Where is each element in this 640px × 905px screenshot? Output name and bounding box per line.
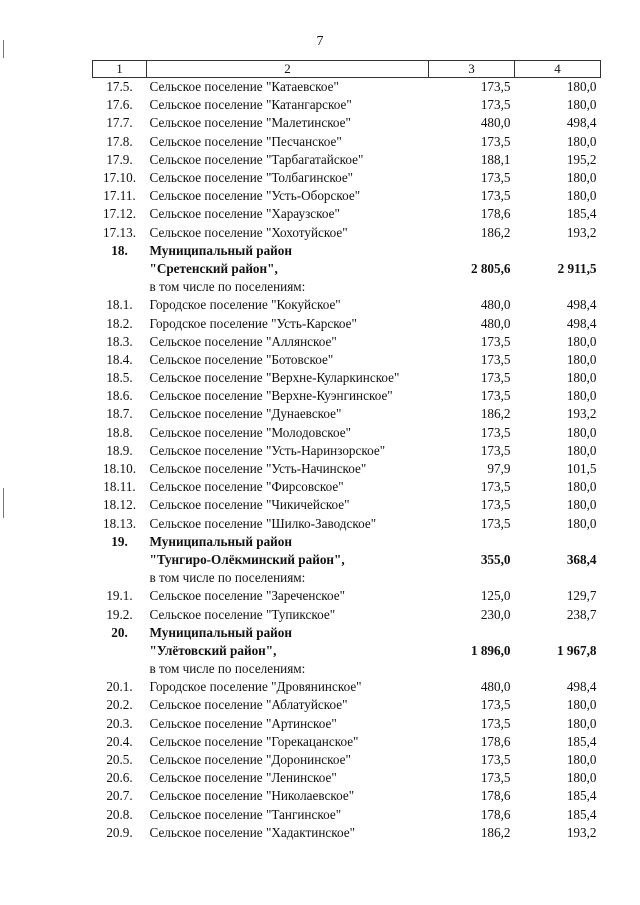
table-row [93, 496, 601, 514]
value-col3: 173,5 [480, 697, 511, 713]
value-col4: 185,4 [566, 806, 597, 822]
settlement-name: Сельское поселение "Хохотуйское" [149, 224, 348, 240]
row-number: 17.9. [106, 151, 133, 167]
row-number: 20.7. [106, 788, 133, 804]
value-col4: 180,0 [566, 515, 597, 531]
settlement-name: Городское поселение "Кокуйское" [149, 297, 341, 313]
row-number: 20.1. [106, 679, 133, 695]
value-col4: 185,4 [566, 733, 597, 749]
table-row [93, 678, 601, 696]
settlement-name: Сельское поселение "Верхне-Куэнгинское" [149, 388, 393, 404]
settlement-name: Сельское поселение "Усть-Оборское" [149, 188, 361, 204]
row-number: 19.2. [106, 606, 133, 622]
table-row [93, 751, 601, 769]
value-col4: 180,0 [566, 97, 597, 113]
settlement-name: Сельское поселение "Тупикское" [149, 606, 336, 622]
value-col4: 498,4 [566, 115, 597, 131]
table-row [93, 187, 601, 205]
value-col3: 355,0 [480, 551, 511, 567]
scan-margin-mark [3, 488, 4, 518]
page-number: 7 [316, 34, 324, 49]
row-number: 20.9. [106, 824, 133, 840]
value-col4: 498,4 [566, 679, 597, 695]
settlement-name: Сельское поселение "Тарбагатайское" [149, 151, 364, 167]
value-col3: 173,5 [480, 770, 511, 786]
value-col3: 480,0 [480, 297, 511, 313]
value-col3: 178,6 [480, 806, 511, 822]
value-col4: 180,0 [566, 388, 597, 404]
settlement-name: Городское поселение "Усть-Карское" [149, 315, 357, 331]
table-row [93, 169, 601, 187]
settlement-name: Сельское поселение "Катангарское" [149, 97, 352, 113]
value-col4 [515, 278, 601, 296]
district-row [93, 242, 601, 260]
settlement-name: Сельское поселение "Николаевское" [149, 788, 355, 804]
table-row [93, 78, 601, 97]
value-col4: 238,7 [566, 606, 597, 622]
row-number: 18.3. [106, 333, 133, 349]
value-col3 [429, 242, 515, 260]
settlement-name: Сельское поселение "Зареченское" [149, 588, 346, 604]
district-row [93, 624, 601, 642]
table-row [93, 442, 601, 460]
table-row [93, 369, 601, 387]
table-row [93, 333, 601, 351]
value-col3: 173,5 [480, 79, 511, 95]
table-row [93, 715, 601, 733]
value-col4: 185,4 [566, 206, 597, 222]
value-col3: 230,0 [480, 606, 511, 622]
row-number: 20.6. [106, 770, 133, 786]
row-number: 20.8. [106, 806, 133, 822]
row-number: 20.2. [106, 697, 133, 713]
settlement-name: "Улётовский район", [149, 642, 277, 658]
table-row [93, 787, 601, 805]
table-row [93, 405, 601, 423]
column-header: 4 [515, 61, 601, 78]
row-number [93, 569, 147, 587]
table-row [93, 224, 601, 242]
value-col4: 193,2 [566, 824, 597, 840]
settlement-name: "Сретенский район", [149, 260, 278, 276]
settlement-name: Сельское поселение "Аблатуйское" [149, 697, 348, 713]
value-col4: 2 911,5 [557, 260, 597, 276]
settlement-name: в том числе по поселениям: [149, 279, 306, 295]
value-col4: 180,0 [566, 351, 597, 367]
settlement-name: Муниципальный район [149, 242, 292, 258]
value-col3: 125,0 [480, 588, 511, 604]
settlement-name: Сельское поселение "Тангинское" [149, 806, 342, 822]
value-col4: 180,0 [566, 715, 597, 731]
settlement-name: Сельское поселение "Чикичейское" [149, 497, 350, 513]
row-number: 18.12. [103, 497, 136, 513]
row-number: 18.6. [106, 388, 133, 404]
value-col3: 173,5 [480, 97, 511, 113]
table-row [93, 696, 601, 714]
value-col4: 498,4 [566, 315, 597, 331]
value-col3: 173,5 [480, 479, 511, 495]
row-number: 17.7. [106, 115, 133, 131]
row-number [93, 642, 147, 660]
value-col4: 180,0 [566, 442, 597, 458]
value-col4 [515, 569, 601, 587]
value-col4: 180,0 [566, 370, 597, 386]
row-number: 17.11. [103, 188, 136, 204]
district-row [93, 533, 601, 551]
settlement-name: Сельское поселение "Аллянское" [149, 333, 337, 349]
table-row [93, 296, 601, 314]
column-header: 3 [429, 61, 515, 78]
table-row [93, 824, 601, 842]
scan-margin-mark [3, 40, 4, 58]
row-number: 18.10. [103, 461, 136, 477]
value-col3: 480,0 [480, 315, 511, 331]
value-col3: 173,5 [480, 370, 511, 386]
row-number: 17.12. [103, 206, 136, 222]
value-col3: 173,5 [480, 515, 511, 531]
table-row [93, 587, 601, 605]
district-row [93, 642, 601, 660]
value-col4: 180,0 [566, 497, 597, 513]
row-number: 18.4. [106, 351, 133, 367]
value-col3: 178,6 [480, 206, 511, 222]
settlement-name: в том числе по поселениям: [149, 570, 306, 586]
value-col4 [515, 624, 601, 642]
settlement-name: "Тунгиро-Олёкминский район", [149, 551, 345, 567]
value-col4: 180,0 [566, 333, 597, 349]
value-col3 [429, 624, 515, 642]
settlement-name: Сельское поселение "Малетинское" [149, 115, 351, 131]
table-row [93, 806, 601, 824]
settlement-name: Городское поселение "Дровянинское" [149, 679, 362, 695]
table-row [93, 151, 601, 169]
row-number: 20.4. [106, 733, 133, 749]
value-col3 [429, 569, 515, 587]
value-col3: 173,5 [480, 333, 511, 349]
value-col4 [515, 533, 601, 551]
row-number [93, 551, 147, 569]
table-row [93, 569, 601, 587]
row-number: 18.9. [106, 442, 133, 458]
table-row [93, 733, 601, 751]
settlement-name: в том числе по поселениям: [149, 661, 306, 677]
value-col4: 101,5 [566, 461, 597, 477]
settlement-name: Сельское поселение "Ботовское" [149, 351, 334, 367]
settlement-name: Сельское поселение "Усть-Начинское" [149, 461, 367, 477]
value-col4: 498,4 [566, 297, 597, 313]
settlement-name: Сельское поселение "Доронинское" [149, 752, 351, 768]
column-header: 1 [93, 61, 147, 78]
table-row [93, 96, 601, 114]
table-row [93, 515, 601, 533]
row-number: 17.5. [106, 79, 133, 95]
value-col4: 180,0 [566, 770, 597, 786]
value-col3: 480,0 [480, 115, 511, 131]
settlement-name: Сельское поселение "Ленинское" [149, 770, 337, 786]
table-row [93, 605, 601, 623]
value-col3 [429, 660, 515, 678]
table-row [93, 351, 601, 369]
value-col4: 180,0 [566, 752, 597, 768]
value-col4: 180,0 [566, 133, 597, 149]
value-col4: 180,0 [566, 170, 597, 186]
settlement-name: Сельское поселение "Шилко-Заводское" [149, 515, 377, 531]
row-number: 20.3. [106, 715, 133, 731]
value-col4: 180,0 [566, 188, 597, 204]
column-header: 2 [147, 61, 429, 78]
value-col3: 178,6 [480, 788, 511, 804]
row-number: 17.8. [106, 133, 133, 149]
table-row [93, 314, 601, 332]
row-number [93, 660, 147, 678]
value-col4: 1 967,8 [556, 642, 597, 658]
value-col3: 173,5 [480, 715, 511, 731]
value-col4 [515, 660, 601, 678]
table-header-row [93, 61, 601, 78]
row-number: 18.13. [103, 515, 136, 531]
value-col3: 186,2 [480, 824, 511, 840]
allocation-table [92, 60, 601, 842]
table-row [93, 387, 601, 405]
value-col4: 195,2 [566, 151, 597, 167]
table-row [93, 460, 601, 478]
table-row [93, 133, 601, 151]
settlement-name: Сельское поселение "Молодовское" [149, 424, 351, 440]
row-number: 18.8. [106, 424, 133, 440]
settlement-name: Сельское поселение "Песчанское" [149, 133, 342, 149]
value-col4: 193,2 [566, 224, 597, 240]
row-number: 17.10. [103, 170, 136, 186]
row-number [93, 278, 147, 296]
value-col3: 173,5 [480, 442, 511, 458]
value-col4: 180,0 [566, 697, 597, 713]
value-col3: 186,2 [480, 224, 511, 240]
value-col3: 173,5 [480, 351, 511, 367]
row-number: 18.2. [106, 315, 133, 331]
row-number: 19. [111, 533, 128, 549]
table-row [93, 660, 601, 678]
settlement-name: Сельское поселение "Артинское" [149, 715, 337, 731]
settlement-name: Сельское поселение "Толбагинское" [149, 170, 354, 186]
settlement-name: Сельское поселение "Хараузское" [149, 206, 340, 222]
district-row [93, 551, 601, 569]
settlement-name: Сельское поселение "Верхне-Куларкинское" [149, 370, 400, 386]
value-col3 [429, 278, 515, 296]
value-col4: 368,4 [566, 551, 597, 567]
row-number: 18.5. [106, 370, 133, 386]
value-col4 [515, 242, 601, 260]
row-number: 18. [111, 242, 128, 258]
value-col3: 173,5 [480, 188, 511, 204]
value-col4: 129,7 [566, 588, 597, 604]
row-number: 18.7. [106, 406, 133, 422]
value-col3: 173,5 [480, 752, 511, 768]
value-col3: 173,5 [480, 133, 511, 149]
row-number: 18.1. [106, 297, 133, 313]
value-col4: 193,2 [566, 406, 597, 422]
table-row [93, 114, 601, 132]
settlement-name: Сельское поселение "Фирсовское" [149, 479, 344, 495]
value-col3: 178,6 [480, 733, 511, 749]
value-col4: 185,4 [566, 788, 597, 804]
value-col3: 173,5 [480, 388, 511, 404]
value-col3: 173,5 [480, 170, 511, 186]
value-col3: 188,1 [480, 151, 511, 167]
value-col3: 480,0 [480, 679, 511, 695]
settlement-name: Сельское поселение "Дунаевское" [149, 406, 342, 422]
value-col3: 173,5 [480, 497, 511, 513]
settlement-name: Муниципальный район [149, 533, 292, 549]
value-col3: 97,9 [487, 461, 511, 477]
table-row [93, 424, 601, 442]
settlement-name: Сельское поселение "Горекацанское" [149, 733, 359, 749]
table-row [93, 278, 601, 296]
row-number: 17.13. [103, 224, 136, 240]
value-col4: 180,0 [566, 79, 597, 95]
value-col3: 186,2 [480, 406, 511, 422]
value-col3: 1 896,0 [470, 642, 511, 658]
settlement-name: Сельское поселение "Усть-Наринзорское" [149, 442, 386, 458]
row-number [93, 260, 147, 278]
value-col4: 180,0 [566, 479, 597, 495]
row-number: 19.1. [106, 588, 133, 604]
table-row [93, 478, 601, 496]
row-number: 20.5. [106, 752, 133, 768]
value-col3: 173,5 [480, 424, 511, 440]
table-row [93, 769, 601, 787]
district-row [93, 260, 601, 278]
settlement-name: Сельское поселение "Катаевское" [149, 79, 339, 95]
row-number: 20. [111, 624, 128, 640]
settlement-name: Муниципальный район [149, 624, 292, 640]
value-col4: 180,0 [566, 424, 597, 440]
settlement-name: Сельское поселение "Хадактинское" [149, 824, 355, 840]
table-row [93, 205, 601, 223]
value-col3: 2 805,6 [470, 260, 511, 276]
row-number: 18.11. [103, 479, 136, 495]
row-number: 17.6. [106, 97, 133, 113]
value-col3 [429, 533, 515, 551]
